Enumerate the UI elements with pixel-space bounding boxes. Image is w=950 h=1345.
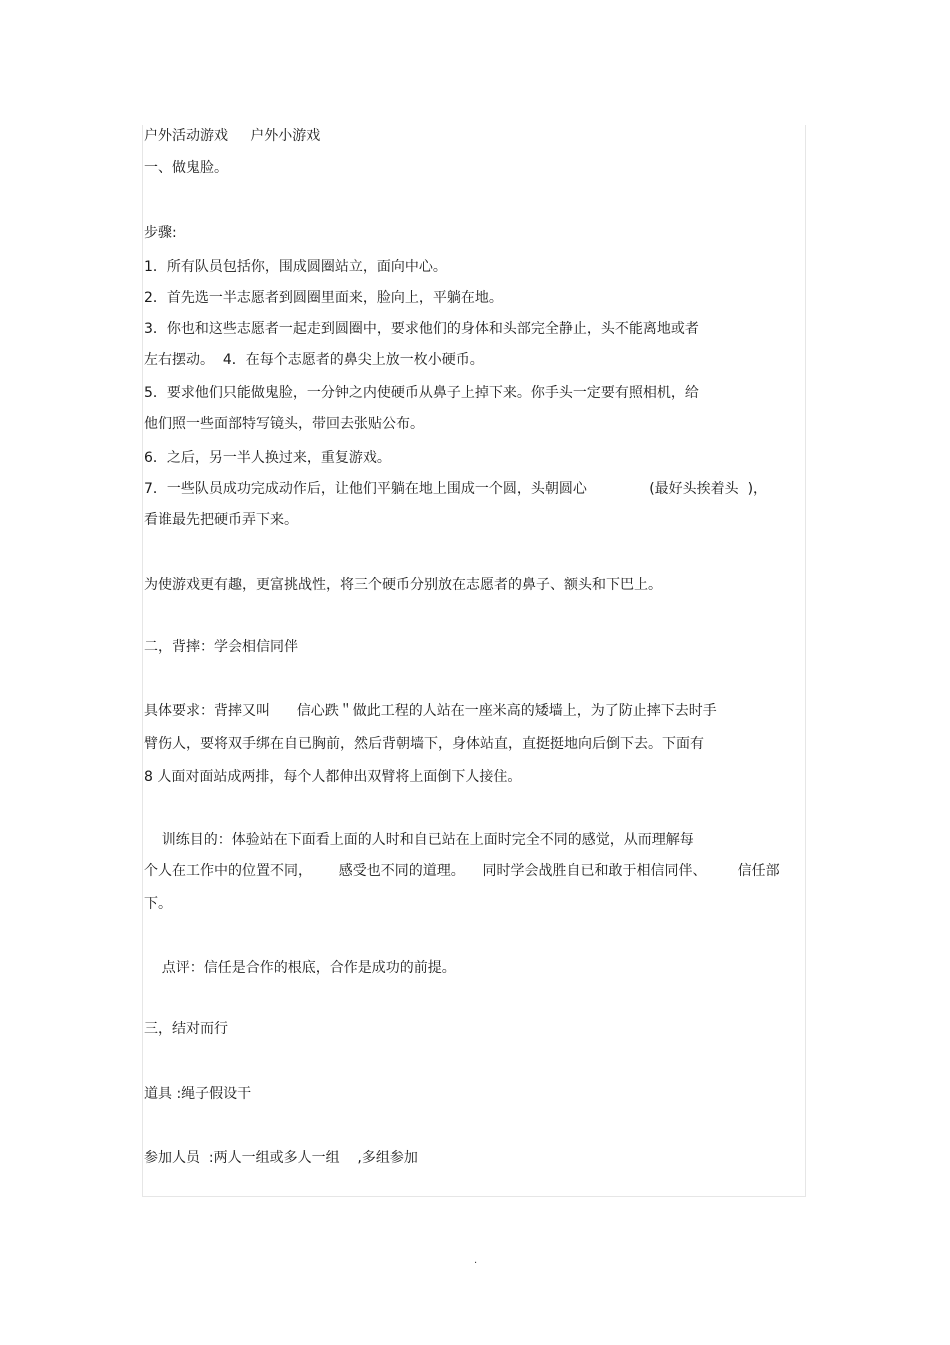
step-5-line-2: 他们照一些面部特写镜头，带回去张贴公布。 [144, 416, 424, 432]
footer-mark: . [474, 1255, 478, 1266]
variation-paragraph: 为使游戏更有趣，更富挑战性，将三个硬币分别放在志愿者的鼻子、额头和下巴上。 [144, 577, 662, 593]
step-2: 2．首先选一半志愿者到圆圈里面来，脸向上，平躺在地。 [144, 290, 503, 306]
step-3-line-2: 左右摆动。 4．在每个志愿者的鼻尖上放一枚小硬币。 [144, 352, 484, 368]
participants-line: 参加人员 :两人一组或多人一组 ,多组参加 [144, 1150, 418, 1166]
training-purpose-line-3: 下。 [144, 896, 172, 912]
section-heading-1: 一、做鬼脸。 [144, 160, 228, 176]
props-line: 道具 :绳子假设干 [144, 1086, 252, 1102]
requirement-line-3: 8 人面对面站成两排，每个人都伸出双臂将上面倒下人接住。 [144, 769, 522, 785]
comment-paragraph: 点评：信任是合作的根底，合作是成功的前提。 [144, 960, 456, 976]
steps-label: 步骤: [144, 225, 177, 241]
step-5-line-1: 5．要求他们只能做鬼脸，一分钟之内使硬币从鼻子上掉下来。你手头一定要有照相机，给 [144, 385, 699, 401]
requirement-line-2: 臂伤人，要将双手绑在自已胸前，然后背朝墙下，身体站直，直挺挺地向后倒下去。下面有 [144, 736, 704, 752]
step-3-line-1: 3．你也和这些志愿者一起走到圆圈中，要求他们的身体和头部完全静止，头不能离地或者 [144, 321, 699, 337]
section-heading-3: 三，结对而行 [144, 1021, 228, 1037]
training-purpose-line-2: 个人在工作中的位置不同， 感受也不同的道理。 同时学会战胜自已和敢于相信同伴、 信任部 [144, 863, 780, 879]
step-1: 1．所有队员包括你，围成圆圈站立，面向中心。 [144, 259, 447, 275]
step-6: 6．之后，另一半人换过来，重复游戏。 [144, 450, 391, 466]
section-heading-2: 二，背摔：学会相信同伴 [144, 639, 298, 655]
page-frame [142, 125, 806, 1197]
doc-title: 户外活动游戏 户外小游戏 [144, 128, 321, 144]
requirement-line-1: 具体要求：背摔又叫 信心跌＂做此工程的人站在一座米高的矮墙上，为了防止摔下去时手 [144, 703, 717, 719]
step-7-line-2: 看谁最先把硬币弄下来。 [144, 512, 298, 528]
step-7-line-1: 7．一些队员成功完成动作后，让他们平躺在地上围成一个圆，头朝圆心 (最好头挨着头 )， [144, 481, 768, 497]
training-purpose-line-1: 训练目的：体验站在下面看上面的人时和自已站在上面时完全不同的感觉，从而理解每 [144, 832, 694, 848]
